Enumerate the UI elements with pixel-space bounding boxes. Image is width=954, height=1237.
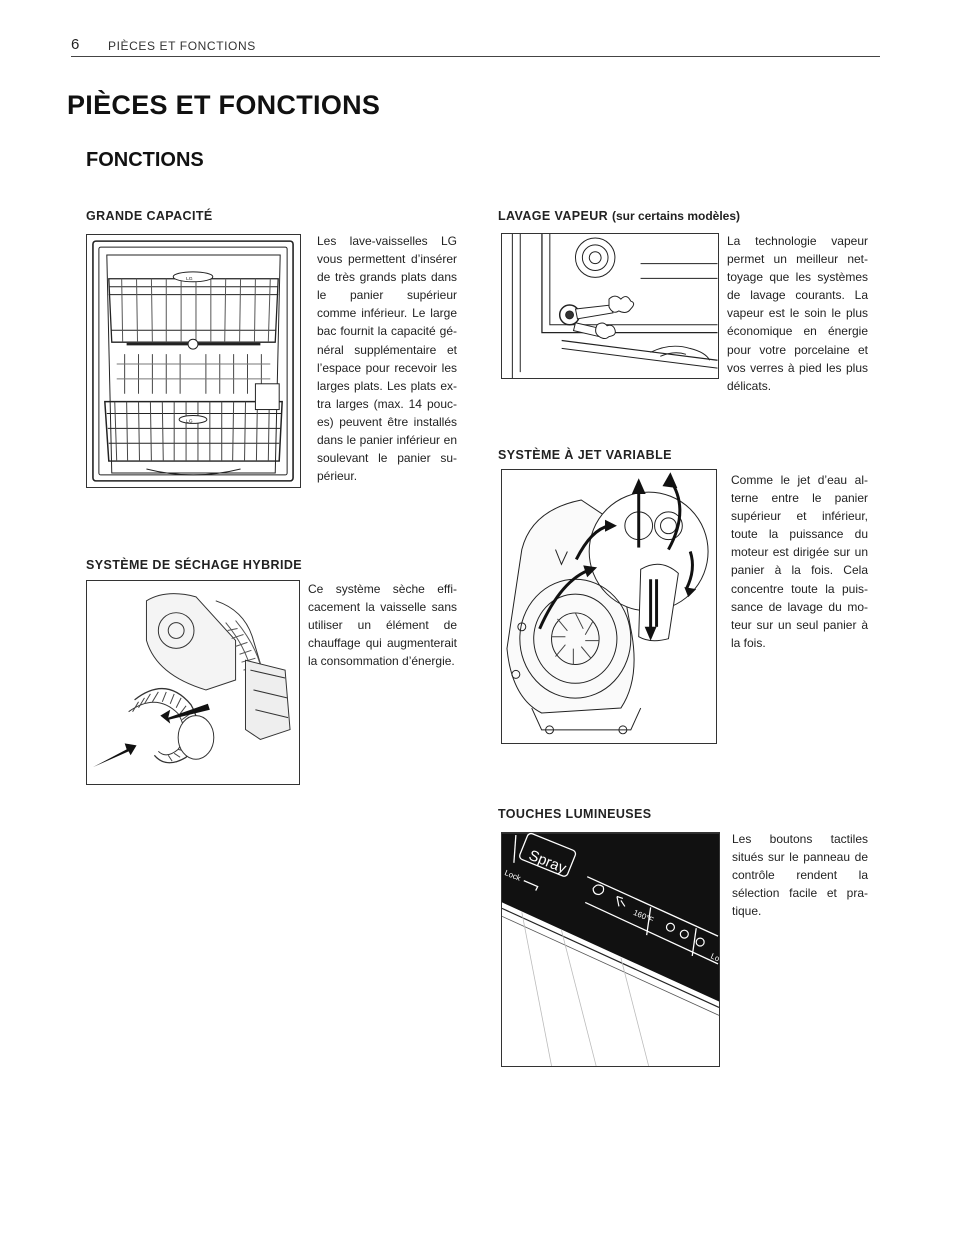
steam-nozzle-illustration bbox=[501, 233, 719, 379]
lavage-vapeur-title-main: LAVAGE VAPEUR bbox=[498, 209, 609, 223]
dishwasher-interior-illustration bbox=[86, 234, 301, 488]
touches-lumineuses-text: Les boutons tactiles situés sur le panneau de contrôle rendent la sélection facile et pratique. bbox=[732, 832, 868, 919]
header-divider bbox=[71, 56, 880, 57]
jet-variable-text: Comme le jet d’eau alterne entre le panier supérieur et inférieur, toute la puissance du moteur est dirigée sur un panier à la fois. Cela concentre toute la puissance de lavage du moteur sur un seul panier à la fois. bbox=[731, 473, 868, 650]
dryer-duct-icon bbox=[87, 581, 299, 784]
section-heading: FONCTIONS bbox=[86, 149, 204, 171]
lg-logo-lower: LG bbox=[186, 419, 193, 425]
lavage-vapeur-title-note: (sur certains modèles) bbox=[611, 209, 740, 223]
lavage-vapeur-title bbox=[498, 209, 740, 223]
touches-lumineuses-title: TOUCHES LUMINEUSES bbox=[498, 807, 652, 821]
hybrid-dryer-duct-illustration bbox=[86, 580, 300, 785]
variable-jet-pump-illustration bbox=[501, 469, 717, 744]
sechage-hybride-title: SYSTÈME DE SÉCHAGE HYBRIDE bbox=[86, 558, 302, 572]
lg-logo-upper: LG bbox=[186, 276, 193, 282]
jet-variable-title: SYSTÈME À JET VARIABLE bbox=[498, 448, 672, 462]
lavage-vapeur-text: La technologie vapeur permet un meilleur nettoyage que les systèmes de lavage courants. La vapeur est le soin le plus économique en énergie pour votre porcelaine et vos verres à pied les plus délicats. bbox=[727, 234, 868, 393]
running-header: PIÈCES ET FONCTIONS bbox=[108, 39, 256, 53]
page-number: 6 bbox=[71, 36, 80, 53]
steam-icon bbox=[502, 234, 718, 378]
dishwasher-icon bbox=[87, 235, 300, 487]
sechage-hybride-text: Ce système sèche efficacement la vaisselle sans utiliser un élément de chauffage qui augmenterait la consommation d’énergie. bbox=[308, 582, 457, 669]
panel-lock-right-label: Lo bbox=[709, 951, 721, 964]
grande-capacite-title: GRANDE CAPACITÉ bbox=[86, 209, 213, 223]
panel-temp-label: 160°F bbox=[631, 907, 655, 925]
control-panel-illustration bbox=[501, 832, 720, 1067]
grande-capacite-text: Les lave-vaisselles LG vous permettent d’insérer de très grands plats dans le panier supérieur comme inférieur. Le large bac fournit la capacité général supplémentaire et l’espace pour recevoir les larges plats. Les plats extra larges (max. 14 pouces) peuvent être installés dans le panier inférieur en soulevant le panier supérieur. bbox=[317, 234, 457, 484]
panel-lock-label: Lock bbox=[503, 868, 523, 883]
panel-spray-label: Spray bbox=[526, 847, 569, 878]
control-panel-icon bbox=[502, 833, 719, 1066]
page-title: PIÈCES ET FONCTIONS bbox=[67, 90, 381, 120]
jet-pump-icon bbox=[502, 470, 716, 743]
